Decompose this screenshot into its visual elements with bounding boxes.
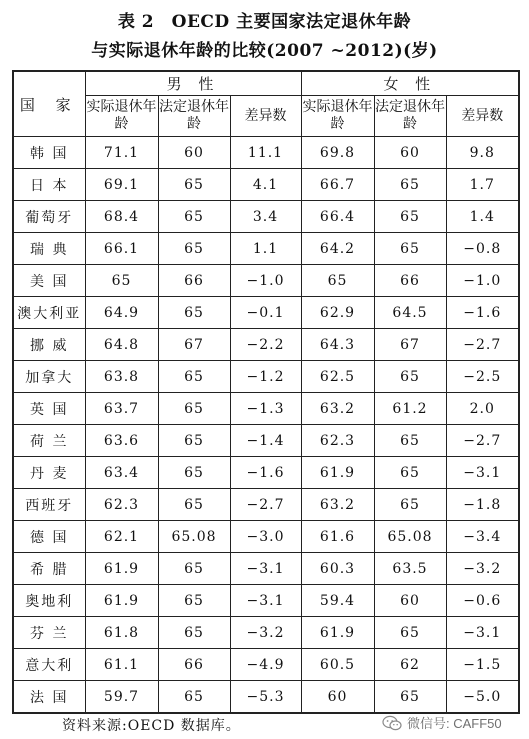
country-cell: 荷 兰 — [13, 425, 85, 457]
female-difference-cell: −1.0 — [446, 265, 519, 297]
male-difference-header: 差异数 — [230, 96, 301, 137]
retirement-age-table — [12, 70, 520, 714]
female-actual-cell: 61.6 — [301, 521, 374, 553]
table-row — [13, 521, 519, 553]
female-statutory-cell: 60 — [374, 585, 446, 617]
country-cell: 日 本 — [13, 169, 85, 201]
male-statutory-cell: 65 — [158, 457, 230, 489]
male-actual-cell: 62.3 — [85, 489, 158, 521]
female-statutory-cell: 65 — [374, 425, 446, 457]
female-statutory-cell: 65 — [374, 617, 446, 649]
country-cell: 意大利 — [13, 649, 85, 681]
female-statutory-cell: 61.2 — [374, 393, 446, 425]
female-difference-cell: −1.5 — [446, 649, 519, 681]
male-actual-cell: 63.6 — [85, 425, 158, 457]
male-difference-cell: −3.1 — [230, 585, 301, 617]
table-row — [13, 201, 519, 233]
female-statutory-cell: 65 — [374, 489, 446, 521]
female-actual-cell: 66.4 — [301, 201, 374, 233]
table-row — [13, 233, 519, 265]
male-statutory-cell: 65 — [158, 681, 230, 714]
male-difference-cell: −1.4 — [230, 425, 301, 457]
country-cell: 法 国 — [13, 681, 85, 714]
female-actual-cell: 64.3 — [301, 329, 374, 361]
male-difference-cell: 11.1 — [230, 137, 301, 169]
male-actual-cell: 61.8 — [85, 617, 158, 649]
female-difference-cell: −3.1 — [446, 457, 519, 489]
table-row — [13, 329, 519, 361]
female-statutory-cell: 65 — [374, 233, 446, 265]
table-row — [13, 585, 519, 617]
female-actual-cell: 62.5 — [301, 361, 374, 393]
male-difference-cell: −4.9 — [230, 649, 301, 681]
male-statutory-cell: 65 — [158, 297, 230, 329]
female-difference-cell: −3.4 — [446, 521, 519, 553]
female-statutory-cell: 65.08 — [374, 521, 446, 553]
male-difference-cell: −1.6 — [230, 457, 301, 489]
female-difference-cell: −2.7 — [446, 329, 519, 361]
male-difference-cell: 1.1 — [230, 233, 301, 265]
male-difference-cell: 4.1 — [230, 169, 301, 201]
male-actual-cell: 69.1 — [85, 169, 158, 201]
female-statutory-cell: 67 — [374, 329, 446, 361]
female-actual-cell: 61.9 — [301, 457, 374, 489]
male-actual-age-header: 实际退休年龄 — [85, 96, 158, 137]
table-row — [13, 361, 519, 393]
country-cell: 挪 威 — [13, 329, 85, 361]
male-difference-cell: −3.2 — [230, 617, 301, 649]
male-group-header: 男 性 — [85, 71, 301, 96]
country-cell: 澳大利亚 — [13, 297, 85, 329]
female-difference-cell: 2.0 — [446, 393, 519, 425]
male-statutory-cell: 65 — [158, 617, 230, 649]
country-cell: 瑞 典 — [13, 233, 85, 265]
female-difference-cell: −0.6 — [446, 585, 519, 617]
male-difference-cell: −1.2 — [230, 361, 301, 393]
male-difference-cell: −5.3 — [230, 681, 301, 714]
table-row — [13, 265, 519, 297]
table-row — [13, 649, 519, 681]
female-group-header: 女 性 — [301, 71, 519, 96]
table-row — [13, 617, 519, 649]
female-difference-cell: 1.4 — [446, 201, 519, 233]
male-statutory-cell: 65 — [158, 169, 230, 201]
female-difference-cell: −2.7 — [446, 425, 519, 457]
male-difference-cell: −3.1 — [230, 553, 301, 585]
female-difference-cell: −2.5 — [446, 361, 519, 393]
male-statutory-cell: 65 — [158, 233, 230, 265]
female-actual-cell: 63.2 — [301, 489, 374, 521]
watermark-text: 微信号: CAFF50 — [407, 716, 502, 731]
female-difference-cell: −0.8 — [446, 233, 519, 265]
female-difference-cell: −3.2 — [446, 553, 519, 585]
male-statutory-cell: 66 — [158, 265, 230, 297]
female-difference-cell: −3.1 — [446, 617, 519, 649]
table-row — [13, 297, 519, 329]
male-statutory-cell: 67 — [158, 329, 230, 361]
female-actual-cell: 59.4 — [301, 585, 374, 617]
female-actual-cell: 66.7 — [301, 169, 374, 201]
male-actual-cell: 61.9 — [85, 585, 158, 617]
data-source-note: 资料来源:OECD 数据库。 — [62, 718, 241, 734]
table-row — [13, 553, 519, 585]
male-statutory-cell: 65 — [158, 361, 230, 393]
female-actual-cell: 62.9 — [301, 297, 374, 329]
table-row — [13, 489, 519, 521]
male-statutory-cell: 65 — [158, 489, 230, 521]
female-difference-cell: −1.8 — [446, 489, 519, 521]
male-actual-cell: 63.8 — [85, 361, 158, 393]
country-cell: 韩 国 — [13, 137, 85, 169]
country-cell: 丹 麦 — [13, 457, 85, 489]
table-row — [13, 681, 519, 714]
table-title-line1: 表 2 OECD 主要国家法定退休年龄 — [117, 12, 412, 32]
male-statutory-cell: 65.08 — [158, 521, 230, 553]
male-difference-cell: −0.1 — [230, 297, 301, 329]
female-statutory-cell: 66 — [374, 265, 446, 297]
male-actual-cell: 64.9 — [85, 297, 158, 329]
male-statutory-cell: 66 — [158, 649, 230, 681]
male-actual-cell: 66.1 — [85, 233, 158, 265]
female-statutory-cell: 64.5 — [374, 297, 446, 329]
table-row — [13, 393, 519, 425]
retirement-age-table-wrapper — [12, 70, 518, 714]
female-statutory-cell: 60 — [374, 137, 446, 169]
male-difference-cell: −2.7 — [230, 489, 301, 521]
table-row — [13, 137, 519, 169]
male-statutory-cell: 60 — [158, 137, 230, 169]
male-difference-cell: −2.2 — [230, 329, 301, 361]
male-actual-cell: 63.4 — [85, 457, 158, 489]
female-actual-cell: 64.2 — [301, 233, 374, 265]
female-actual-cell: 60.5 — [301, 649, 374, 681]
male-actual-cell: 61.9 — [85, 553, 158, 585]
country-cell: 美 国 — [13, 265, 85, 297]
female-actual-age-header: 实际退休年龄 — [301, 96, 374, 137]
country-cell: 加拿大 — [13, 361, 85, 393]
female-statutory-cell: 63.5 — [374, 553, 446, 585]
table-title-line2: 与实际退休年龄的比较(2007 ~2012)(岁) — [91, 41, 438, 61]
male-statutory-cell: 65 — [158, 585, 230, 617]
male-actual-cell: 65 — [85, 265, 158, 297]
female-actual-cell: 62.3 — [301, 425, 374, 457]
country-cell: 葡萄牙 — [13, 201, 85, 233]
wechat-watermark — [382, 713, 502, 732]
female-actual-cell: 60.3 — [301, 553, 374, 585]
male-actual-cell: 71.1 — [85, 137, 158, 169]
female-difference-cell: 9.8 — [446, 137, 519, 169]
table-body — [13, 137, 519, 714]
table-row — [13, 169, 519, 201]
table-row — [13, 425, 519, 457]
female-statutory-cell: 65 — [374, 681, 446, 714]
male-actual-cell: 62.1 — [85, 521, 158, 553]
male-statutory-cell: 65 — [158, 201, 230, 233]
country-cell: 德 国 — [13, 521, 85, 553]
female-difference-header: 差异数 — [446, 96, 519, 137]
male-actual-cell: 61.1 — [85, 649, 158, 681]
male-difference-cell: −1.0 — [230, 265, 301, 297]
country-cell: 西班牙 — [13, 489, 85, 521]
male-actual-cell: 59.7 — [85, 681, 158, 714]
female-actual-cell: 65 — [301, 265, 374, 297]
female-actual-cell: 60 — [301, 681, 374, 714]
country-cell: 奥地利 — [13, 585, 85, 617]
female-difference-cell: −5.0 — [446, 681, 519, 714]
wechat-icon — [382, 715, 402, 731]
male-actual-cell: 64.8 — [85, 329, 158, 361]
female-statutory-cell: 65 — [374, 457, 446, 489]
female-actual-cell: 61.9 — [301, 617, 374, 649]
female-statutory-cell: 65 — [374, 201, 446, 233]
male-difference-cell: −3.0 — [230, 521, 301, 553]
male-statutory-cell: 65 — [158, 553, 230, 585]
male-actual-cell: 63.7 — [85, 393, 158, 425]
female-statutory-cell: 62 — [374, 649, 446, 681]
female-statutory-age-header: 法定退休年龄 — [374, 96, 446, 137]
male-statutory-cell: 65 — [158, 393, 230, 425]
country-cell: 英 国 — [13, 393, 85, 425]
female-actual-cell: 69.8 — [301, 137, 374, 169]
male-statutory-age-header: 法定退休年龄 — [158, 96, 230, 137]
female-actual-cell: 63.2 — [301, 393, 374, 425]
female-difference-cell: 1.7 — [446, 169, 519, 201]
country-column-header: 国 家 — [13, 71, 85, 137]
country-cell: 希 腊 — [13, 553, 85, 585]
male-difference-cell: 3.4 — [230, 201, 301, 233]
male-actual-cell: 68.4 — [85, 201, 158, 233]
table-row — [13, 457, 519, 489]
female-statutory-cell: 65 — [374, 169, 446, 201]
male-difference-cell: −1.3 — [230, 393, 301, 425]
country-cell: 芬 兰 — [13, 617, 85, 649]
female-statutory-cell: 65 — [374, 361, 446, 393]
male-statutory-cell: 65 — [158, 425, 230, 457]
female-difference-cell: −1.6 — [446, 297, 519, 329]
